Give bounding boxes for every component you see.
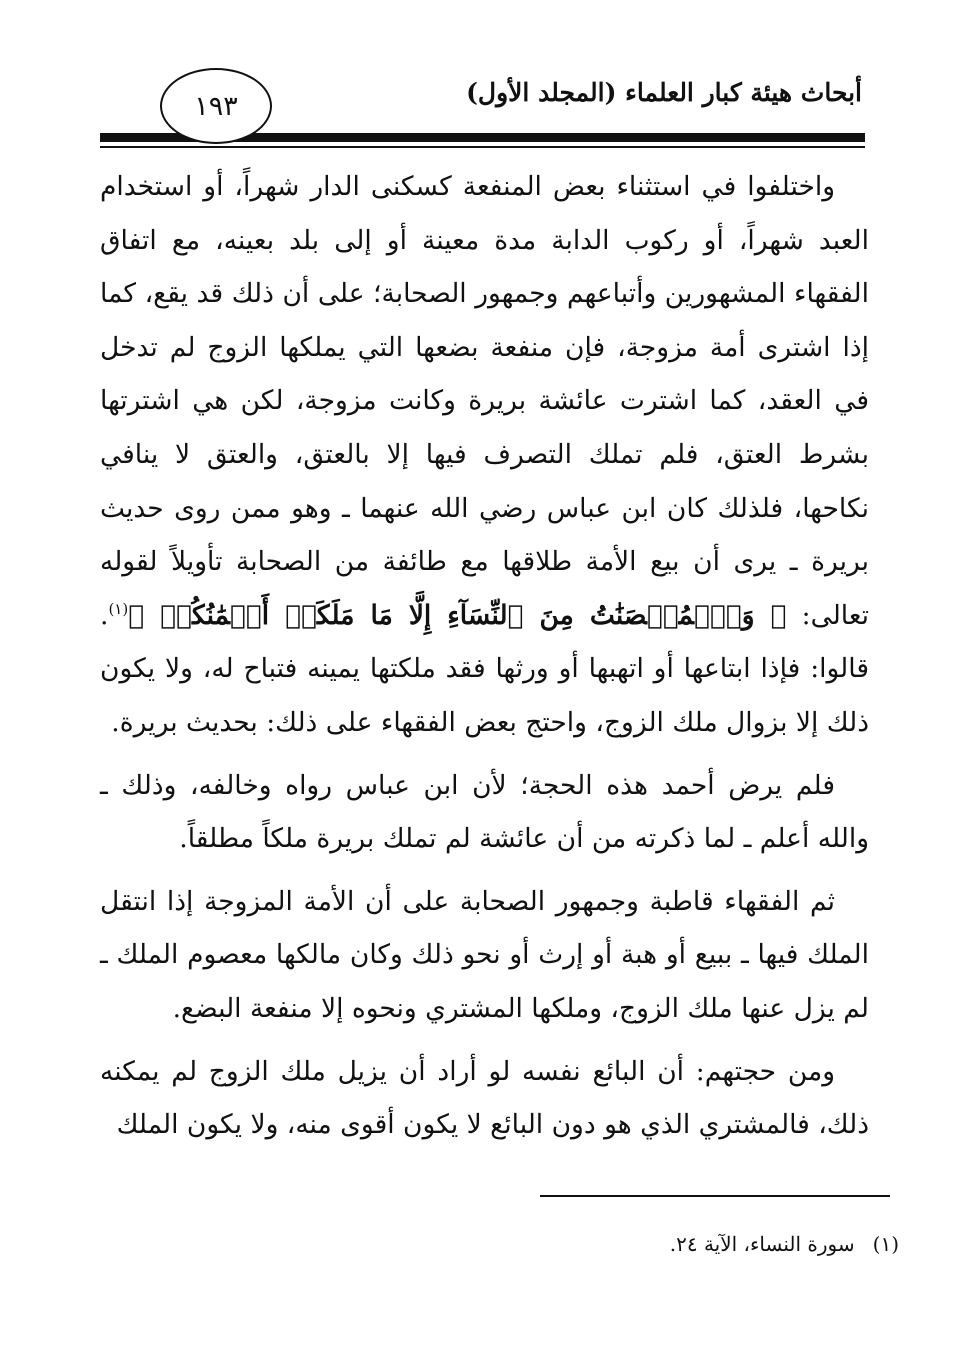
page-number: ١٩٣	[160, 68, 272, 144]
paragraph-3: ثم الفقهاء قاطبة وجمهور الصحابة على أن الأمة المزوجة إذا انتقل الملك فيها ـ ببيع أو هبة أو إرث أو نحو ذلك وكان مالكها معصوم الملك ـ لم يزل عنها ملك الزوج، وملكها المشتري ونحوه إلا منفعة البضع.	[100, 885, 869, 1024]
running-header-title: أبحاث هيئة كبار العلماء (المجلد الأول)	[466, 78, 862, 107]
footnote	[670, 1232, 899, 1256]
footnote-reference: (١)	[108, 599, 129, 618]
footnote-separator	[540, 1195, 890, 1197]
paragraph-2: فلم يرض أحمد هذه الحجة؛ لأن ابن عباس رواه وخالفه، وذلك ـ والله أعلم ـ لما ذكرته من أن عائشة لم تملك بريرة ملكاً مطلقاً.	[100, 769, 869, 855]
footnote-text: سورة النساء، الآية ٢٤.	[669, 1232, 855, 1256]
paragraph-4: ومن حجتهم: أن البائع نفسه لو أراد أن يزيل ملك الزوج لم يمكنه ذلك، فالمشتري الذي هو دون البائع لا يكون أقوى منه، ولا يكون الملك	[100, 1055, 869, 1141]
header-rule-thin	[100, 146, 865, 148]
paragraph-1-text: واختلفوا في استثناء بعض المنفعة كسكنى الدار شهراً، أو استخدام العبد شهراً، أو ركوب الدابة مدة معينة أو إلى بلد بعينه، مع اتفاق الفقهاء المشهورين وأتباعهم وجمهور الصحابة؛ على أن ذلك قد يقع، كما إذا اشترى أمة مزوجة، فإن منفعة بضعها التي يملكها الزوج لم تدخل في العقد، كما اشترت عائشة بريرة وكانت مزوجة، لكن هي اشترتها بشرط العتق، فلم تملك التصرف فيها إلا بالعتق، والعتق لا ينافي نكاحها، فلذلك كان ابن عباس رضي الله عنهما ـ وهو ممن روى حديث بريرة ـ يرى أن بيع الأمة طلاقها مع طائفة من الصحابة تأويلاً لقوله تعالى:	[100, 171, 869, 631]
paragraph-1	[100, 160, 869, 750]
footnote-number: (١)	[872, 1232, 899, 1256]
body-text	[100, 160, 869, 1152]
quran-verse: ﴿ وَٱلۡمُحۡصَنَٰتُ مِنَ ٱلنِّسَآءِ إِلَّا مَا مَلَكَتۡ أَيۡمَٰنُكُمۡ ﴾	[128, 599, 787, 631]
paragraph-1-continuation: . قالوا: فإذا ابتاعها أو اتهبها أو ورثها فقد ملكتها يمينه فتباح له، ولا يكون ذلك إلا بزوال ملك الزوج، واحتج بعض الفقهاء على ذلك: بحديث بريرة.	[100, 599, 869, 738]
